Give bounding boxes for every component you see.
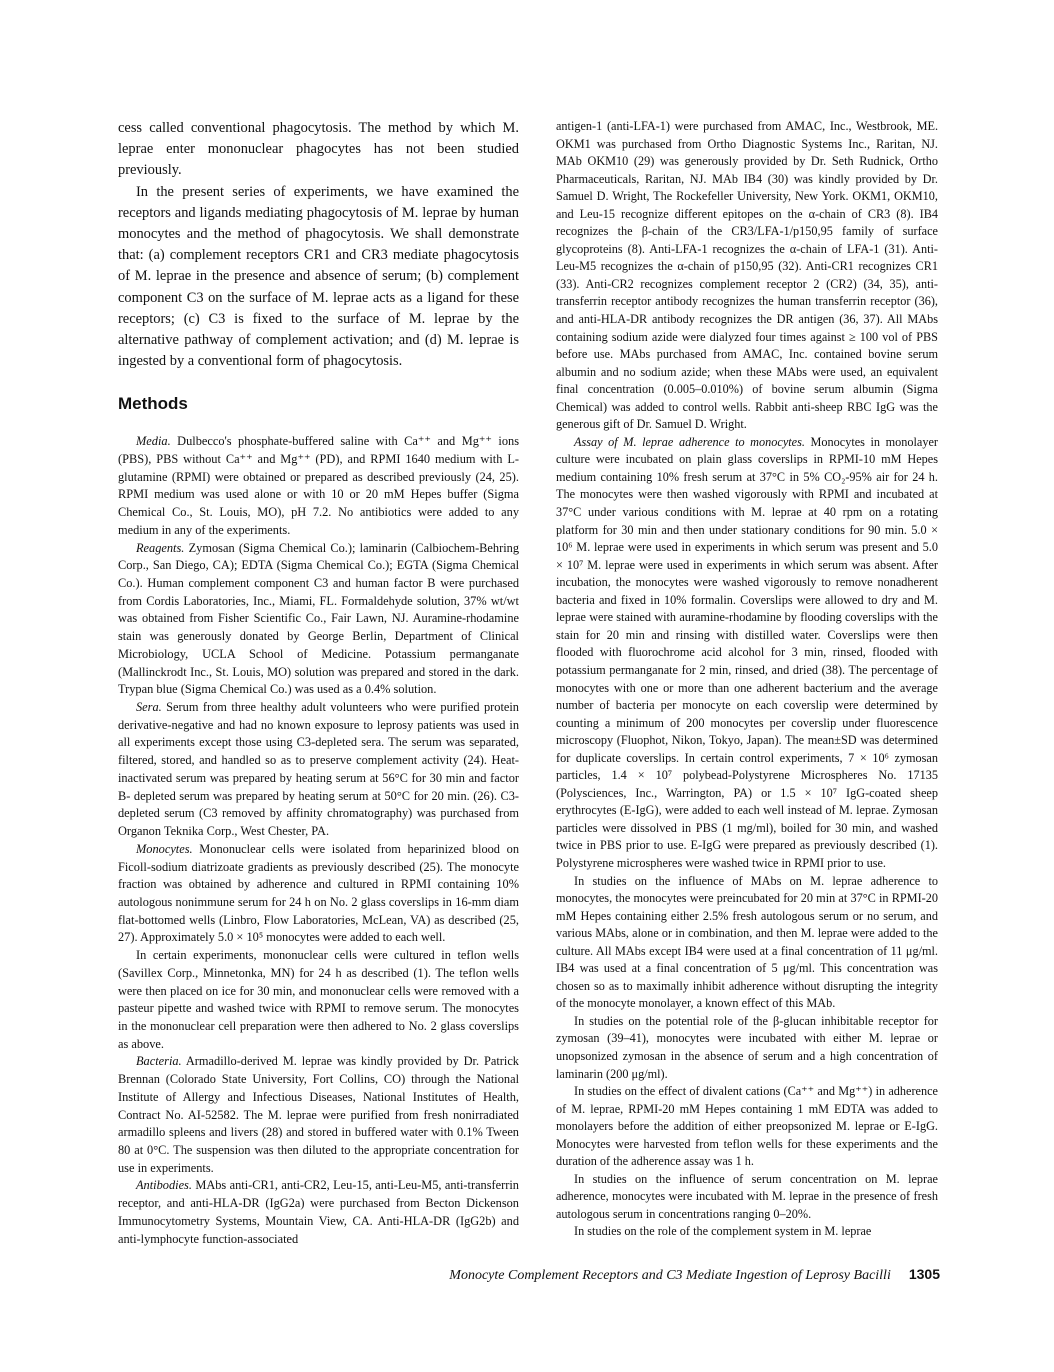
page-number: 1305 [908,1266,940,1282]
serum-concentration-paragraph [556,1171,938,1224]
paragraph-text: Zymosan (Sigma Chemical Co.); laminarin (Calbiochem-Behring Corp., San Diego, CA); EDTA (Sigma Chemical Co.); EGTA (Sigma Chemical Co.). Human complement component C3 and human factor B were purchased from Cordis Laboratories, Inc., Miami, FL. Formaldehyde solution, 37% wt/wt was obtained from Fisher Scientific Co., Fair Lawn, NJ. Auramine-rhodamine stain was generously donated by George Berlin, Department of Clinical Microbiology, UCLA School of Medicine. Potassium permanganate (Mallinckrodt Inc., St. Louis, MO) solution was prepared and stored in the dark. Trypan blue (Sigma Chemical Co.) was used as a 0.4% solution. [118,540,519,697]
methods-paragraph-bacteria [118,1053,519,1177]
running-title: Monocyte Complement Receptors and C3 Mediate Ingestion of Leprosy Bacilli [449,1268,891,1283]
methods-paragraph-monocytes [118,841,519,947]
mabs-paragraph [556,873,938,1013]
paragraph-text: In certain experiments, mononuclear cells were cultured in teflon wells (Savillex Corp., Minnetonka, MN) for 24 h as described (1). The teflon wells were then placed on ice for 30 min, and mononuclear cells were removed with a pasteur pipette and washed twice with RPMI to remove serum. The monocytes in the mononuclear cell preparation were then adhered to No. 2 glass coverslips as above. [118,948,519,1051]
paragraph-text: In studies on the role of the complement system in M. leprae [574,1224,872,1239]
run-in-heading: Assay of M. leprae adherence to monocytes. [574,434,805,449]
right-column [556,118,938,1241]
methods-paragraph-teflon [118,947,519,1053]
run-in-heading: Sera. [136,700,162,715]
run-in-heading: Antibodies. [136,1178,192,1193]
methods-paragraph-media [118,433,519,539]
methods-paragraph-sera [118,699,519,841]
paragraph-text: In studies on the effect of divalent cations (Ca⁺⁺ and Mg⁺⁺) in adherence of M. leprae, RPMI-20 mM Hepes containing 1 mM EDTA was added to monolayers before the addition of either preopsonized M. leprae or E-IgG. Monocytes were harvested from teflon wells for these experiments and the duration of the adherence assay was 1 h. [556,1084,938,1169]
antibodies-paragraph-continued [556,118,938,434]
paragraph-text: In studies on the influence of serum concentration on M. leprae adherence, monocytes were incubated with M. leprae in the presence of fresh autologous serum in concentrations ranging 0–20%. [556,1171,938,1221]
divalent-cations-paragraph [556,1083,938,1171]
complement-paragraph [556,1223,938,1241]
methods-paragraph-antibodies [118,1177,519,1248]
paragraph-text: antigen-1 (anti-LFA-1) were purchased from AMAC, Inc., Westbrook, ME. OKM1 was purchased from Ortho Diagnostic Systems Inc., Raritan, NJ. MAb OKM10 (29) was generously provided by Dr. Seth Rudnick, Ortho Pharmaceuticals, Raritan, NJ. MAb IB4 (30) was kindly provided by Dr. Samuel D. Wright, The Rockefeller University, New York. OKM1, OKM10, and Leu-15 recognize different epitopes on the α-chain of CR3 (8). IB4 recognizes the β-chain of the CR3/LFA-1/p150,95 family of surface glycoproteins (8). Anti-LFA-1 recognizes the α-chain of LFA-1 (31). Anti-Leu-M5 recognizes the α-chain of p150,95 (32). Anti-CR1 recognizes CR1 (33). Anti-CR2 recognizes complement receptor 2 (CR2) (34, 35), anti-transferrin receptor antibody recognizes the human transferrin receptor (36), and anti-HLA-DR antibody recognizes the DR antigen (36, 37). All MAbs containing sodium azide were dialyzed four times against ≥ 100 vol of PBS before use. MAbs purchased from AMAC, Inc. contained bovine serum albumin and no sodium azide; when these MAbs were used, an equivalent final concentration (0.005–0.010%) of bovine serum albumin (Sigma Chemical) was added to control wells. Rabbit anti-sheep RBC IgG was the generous gift of Dr. Samuel D. Wright. [556,119,938,432]
paragraph-text: In studies on the influence of MAbs on M. leprae adherence to monocytes, the monocytes were preincubated for 20 min at 37°C in RPMI-20 mM Hepes containing either 2.5% fresh autologous serum or no serum, and various MAbs, alone or in combination, and then M. leprae were added to the culture. All MAbs except IB4 were used at a final concentration of 11 μg/ml. IB4 was used at a final concentration of 5 μg/ml. This concentration was chosen so as to maximally inhibit adherence without disrupting the integrity of the monocyte monolayer, a known effect of this MAb. [556,873,938,1011]
run-in-heading: Bacteria. [136,1054,182,1069]
page-footer [420,1266,940,1284]
intro-paragraph: In the present series of experiments, we have examined the receptors and ligands mediating phagocytosis of M. leprae by human monocytes and the method of phagocytosis. We shall demonstrate that: (a) complement receptors CR1 and CR3 mediate phagocytosis of M. leprae in the presence and absence of serum; (b) complement component C3 on the surface of M. leprae acts as a ligand for these receptors; (c) C3 is fixed to the surface of M. leprae by the alternative pathway of complement activation; and (d) M. leprae is ingested by a conventional form of phagocytosis. [118,183,519,370]
assay-paragraph [556,434,938,873]
paragraph-text: Mononuclear cells were isolated from heparinized blood on Ficoll-sodium diatrizoate gradients as previously described (25). The monocyte fraction was obtained by adherence and cultured in RPMI containing 10% autologous nonimmune serum for 24 h on No. 2 glass coverslips in 16-mm diam flat-bottomed wells (Linbro, Flow Laboratories, McLean, VA) as described (25, 27). Approximately 5.0 × 10⁵ monocytes were added to each well. [118,841,519,945]
paragraph-text: Dulbecco's phosphate-buffered saline with Ca⁺⁺ and Mg⁺⁺ ions (PBS), PBS without Ca⁺⁺ and Mg⁺⁺ (PD), and RPMI 1640 medium with L-glutamine (RPMI) were obtained or prepared as described previously (24, 25). RPMI medium was used alone or with 10 or 20 mM Hepes buffer (Sigma Chemical Co., St. Louis, MO), pH 7.2. No antibiotics were added to any medium in any of the experiments. [118,434,519,537]
methods-paragraph-reagents [118,540,519,699]
paragraph-text: Serum from three healthy adult volunteers who were purified protein derivative-negative and had no known exposure to leprosy patients was used in all experiments except those using C3-depleted sera. The serum was separated, filtered, stored, and handled so as to preserve complement activity (24). Heat-inactivated serum was prepared by heating serum at 56°C for 30 min and factor B- depleted serum was prepared by heating serum at 50°C for 20 min. (26). C3-depleted serum (C3 removed by affinity chromatography) was purchased from Organon Teknika Corp., West Chester, PA. [118,700,519,839]
paragraph-text: Monocytes in monolayer culture were incubated on plain glass coverslips in RPMI-10 mM Hepes medium containing 10% fresh serum at 37°C in 5% CO₂-95% air for 24 h. The monocytes were then washed vigorously with RPMI and incubated at 37°C under various conditions with M. leprae at 40 rpm on a rotating platform for 30 min and then under stationary conditions for 90 min. 5.0 × 10⁶ M. leprae were used in experiments in which serum was present and 5.0 × 10⁷ M. leprae were used in experiments in which serum was absent. After incubation, the monocytes were washed vigorously to remove nonadherent bacteria and fixed in 10% formalin. Coverslips were allowed to dry and M. leprae were stained with auramine-rhodamine by flooding coverslips with the stain for 20 min and rinsing with distilled water. Coverslips were then flooded with fluorochrome acid alcohol for 3 min, rinsed, flooded with potassium permanganate for 2 min, rinsed, and dried (38). The percentage of monocytes with one or more than one adherent bacterium and the average number of bacteria per monocyte on each coverslip were determined by counting a minimum of 200 monocytes per coverslip under fluorescence microscopy (Fluophot, Nikon, Tokyo, Japan). The mean±SD was determined for duplicate coverslips. In certain control experiments, 7 × 10⁶ zymosan particles, 1.4 × 10⁷ polybead-Polystyrene Microspheres No. 17135 (Polysciences, Inc., Warrington, PA) or 1.5 × 10⁷ IgG-coated sheep erythrocytes (E-IgG), were added to each well instead of M. leprae. Zymosan particles were dissolved in PBS (1 mg/ml), boiled for 30 min, and washed twice in PBS prior to use. E-IgG were prepared as previously described (1). Polystyrene microspheres were washed twice in RPMI prior to use. [556,434,938,870]
left-column [118,118,519,1248]
run-in-heading: Media. [136,434,171,449]
run-in-heading: Reagents. [136,540,185,555]
paragraph-text: MAbs anti-CR1, anti-CR2, Leu-15, anti-Leu-M5, anti-transferrin receptor, and anti-HLA-DR (IgG2a) were purchased from Becton Dickenson Immunocytometry Systems, Mountain View, CA. Anti-HLA-DR (IgG2b) and anti-lymphocyte function-associated [118,1178,519,1246]
paragraph-text: In studies on the potential role of the β-glucan inhibitable receptor for zymosan (39–41), monocytes were incubated with either M. leprae or unopsonized zymosan in the absence of serum and a high concentration of laminarin (200 μg/ml). [556,1013,938,1081]
run-in-heading: Monocytes. [136,841,193,856]
beta-glucan-paragraph [556,1013,938,1083]
section-heading-methods: Methods [118,394,188,414]
intro-paragraph-continued: cess called conventional phagocytosis. The method by which M. leprae enter mononuclear phagocytes has not been studied previously. [118,120,519,179]
paragraph-text: Armadillo-derived M. leprae was kindly provided by Dr. Patrick Brennan (Colorado State University, Fort Collins, CO) through the National Institute of Allergy and Infectious Diseases, National Institutes of Health, Contract No. AI-52582. The M. leprae were purified from fresh nonirradiated armadillo spleens and livers (28) and stored in buffered water with 0.1% Tween 80 at 0°C. The suspension was then diluted to the appropriate concentration for use in experiments. [118,1054,519,1175]
